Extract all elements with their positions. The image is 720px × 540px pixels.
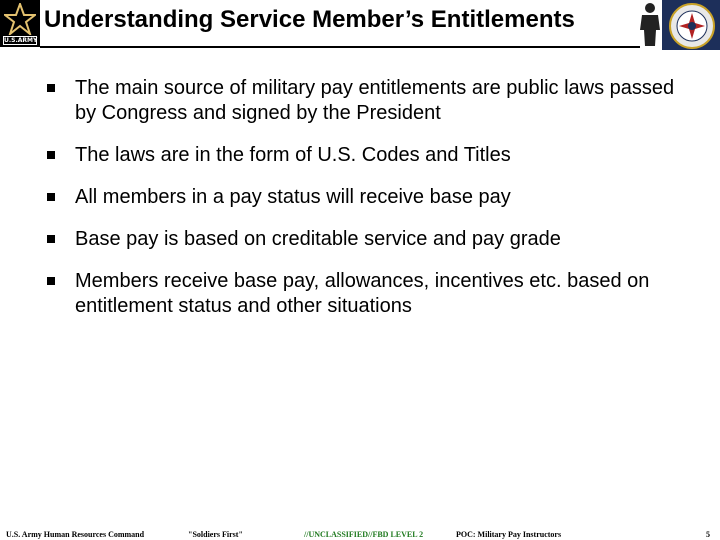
bullet-item [44, 76, 694, 126]
star-icon [4, 3, 36, 35]
bullet-text: All members in a pay status will receive base pay [75, 186, 511, 208]
page-number: 5 [706, 530, 710, 539]
army-logo-text: U.S.ARMY [4, 37, 38, 44]
bullet-item [44, 185, 694, 210]
bullet-item [44, 143, 694, 168]
footer-poc: POC: Military Pay Instructors [456, 530, 562, 539]
slide-header [0, 0, 720, 47]
hrc-seal-icon [662, 0, 720, 50]
title-divider [40, 46, 640, 48]
square-bullet-icon [47, 277, 55, 285]
bullet-text: The laws are in the form of U.S. Codes and Titles [75, 144, 511, 166]
square-bullet-icon [47, 84, 55, 92]
page-title: Understanding Service Member’s Entitlements [44, 6, 575, 33]
soldier-silhouette-icon [636, 0, 664, 47]
bullet-item [44, 227, 694, 252]
square-bullet-icon [47, 193, 55, 201]
bullet-text: Base pay is based on creditable service and pay grade [75, 228, 561, 250]
bullet-list [44, 76, 694, 319]
bullet-item [44, 269, 694, 319]
footer-classification: //UNCLASSIFIED//FBD LEVEL 2 [304, 530, 424, 539]
army-logo [0, 0, 40, 47]
bullet-text: Members receive base pay, allowances, incentives etc. based on entitlement status and other situations [75, 270, 650, 317]
square-bullet-icon [47, 151, 55, 159]
slide-footer [0, 528, 720, 540]
square-bullet-icon [47, 235, 55, 243]
bullet-text: The main source of military pay entitlements are public laws passed by Congress and signed by the President [75, 77, 675, 124]
footer-org: U.S. Army Human Resources Command [6, 530, 145, 539]
footer-motto: "Soldiers First" [188, 530, 243, 539]
